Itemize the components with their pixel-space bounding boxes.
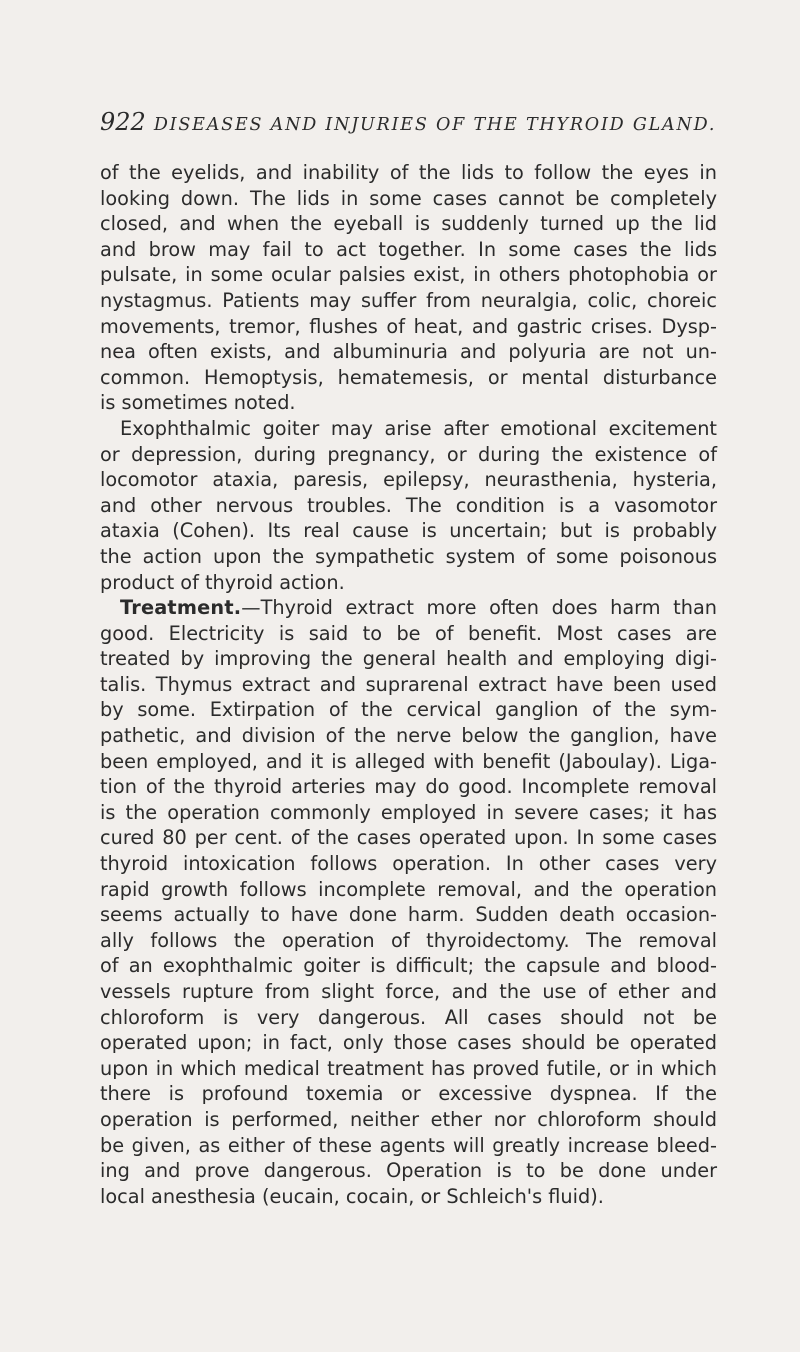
page-number: 922	[100, 108, 146, 136]
text-line: upon in which medical treatment has proved futile, or in which	[100, 1056, 717, 1080]
text-line: and brow may fail to act together. In some cases the lids	[100, 237, 717, 261]
text-line: chloroform is very dangerous. All cases should not be	[100, 1005, 717, 1029]
text-line: of an exophthalmic goiter is difficult; the capsule and blood-	[100, 954, 717, 978]
treatment-first-line: —Thyroid extract more often does harm than	[241, 596, 717, 620]
text-line: vessels rupture from slight force, and the use of ether and	[100, 980, 717, 1003]
paragraph-treatment	[100, 595, 717, 1209]
text-line: movements, tremor, flushes of heat, and gastric crises. Dysp-	[100, 314, 717, 338]
text-line: ataxia (Cohen). Its real cause is uncertain; but is probably	[100, 519, 717, 543]
body-text	[100, 160, 717, 1209]
text-line: closed, and when the eyeball is suddenly turned up the lid	[100, 212, 717, 236]
running-head	[100, 108, 720, 152]
text-line: operated upon; in fact, only those cases should be operated	[100, 1031, 717, 1055]
running-title: DISEASES AND INJURIES OF THE THYROID GLAND.	[153, 115, 717, 135]
text-line: local anesthesia (eucain, cocain, or Schleich's fluid).	[100, 1184, 604, 1208]
text-line: ing and prove dangerous. Operation is to be done under	[100, 1159, 717, 1183]
paragraph-symptoms	[100, 160, 717, 416]
text-line: rapid growth follows incomplete removal, and the operation	[100, 877, 717, 901]
text-line: be given, as either of these agents will greatly increase bleed-	[100, 1133, 717, 1157]
text-line: operation is performed, neither ether nor chloroform should	[100, 1107, 717, 1131]
text-line: looking down. The lids in some cases cannot be completely	[100, 186, 717, 210]
text-line: locomotor ataxia, paresis, epilepsy, neurasthenia, hysteria,	[100, 468, 717, 492]
text-line: good. Electricity is said to be of benefit. Most cases are	[100, 621, 717, 645]
text-line: is sometimes noted.	[100, 391, 296, 415]
text-line: ally follows the operation of thyroidectomy. The removal	[100, 928, 717, 952]
text-line: treated by improving the general health and employing digi-	[100, 647, 717, 671]
text-line: been employed, and it is alleged with benefit (Jaboulay). Liga-	[100, 749, 717, 773]
text-line: nystagmus. Patients may suffer from neuralgia, colic, choreic	[100, 288, 717, 312]
text-line: talis. Thymus extract and suprarenal extract have been used	[100, 672, 717, 696]
text-line: cured 80 per cent. of the cases operated upon. In some cases	[100, 826, 717, 850]
text-line: Exophthalmic goiter may arise after emotional excitement	[120, 416, 717, 440]
text-line: tion of the thyroid arteries may do good. Incomplete removal	[100, 775, 717, 799]
text-line: or depression, during pregnancy, or during the existence of	[100, 442, 717, 466]
text-line: pathetic, and division of the nerve below the ganglion, have	[100, 724, 717, 748]
treatment-heading: Treatment.	[120, 596, 242, 620]
text-line: nea often exists, and albuminuria and polyuria are not un-	[100, 340, 717, 364]
text-line: thyroid intoxication follows operation. In other cases very	[100, 852, 717, 876]
text-line: of the eyelids, and inability of the lids to follow the eyes in	[100, 161, 717, 184]
text-line: product of thyroid action.	[100, 570, 345, 594]
text-line: the action upon the sympathetic system of some poisonous	[100, 544, 717, 568]
text-line: by some. Extirpation of the cervical ganglion of the sym-	[100, 698, 717, 722]
text-line	[100, 595, 717, 621]
text-line: pulsate, in some ocular palsies exist, in others photophobia or	[100, 263, 717, 287]
text-line: seems actually to have done harm. Sudden death occasion-	[100, 903, 717, 927]
text-line: and other nervous troubles. The condition is a vasomotor	[100, 493, 717, 517]
text-line: there is profound toxemia or excessive dyspnea. If the	[100, 1082, 717, 1106]
text-line: common. Hemoptysis, hematemesis, or mental disturbance	[100, 365, 717, 389]
paragraph-etiology	[100, 416, 717, 595]
text-line: is the operation commonly employed in severe cases; it has	[100, 800, 717, 824]
